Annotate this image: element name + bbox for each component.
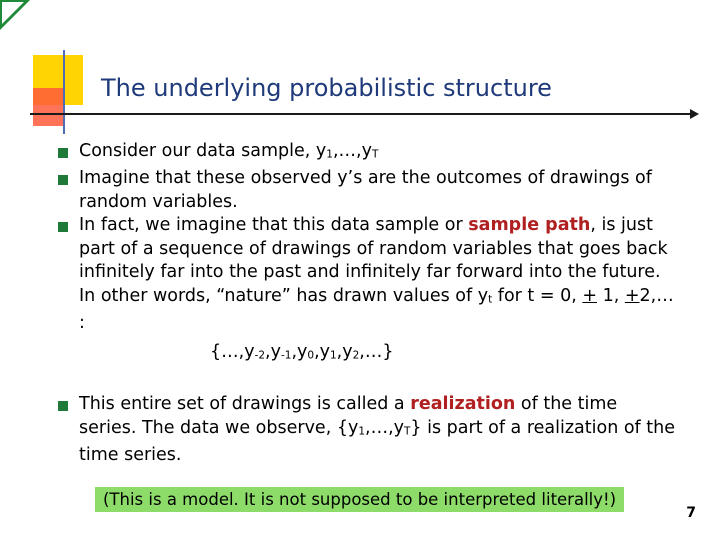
bullet-square-icon — [58, 222, 68, 232]
bullet-2-text: Imagine that these observed y’s are the outcomes of drawings of random variables. — [79, 168, 652, 212]
model-disclaimer-note: (This is a model. It is not supposed to be interpreted literally!) — [95, 487, 624, 512]
term-sample-path: sample path — [468, 215, 591, 236]
bullet-square-icon — [58, 401, 68, 411]
bullet-square-icon — [58, 175, 68, 185]
term-realization: realization — [410, 394, 516, 415]
decor-horizontal-rule — [30, 113, 694, 115]
decor-arrowhead — [690, 109, 699, 119]
bullet-4-text-before: This entire set of drawings is called a — [79, 394, 411, 415]
bullet-square-icon — [58, 148, 68, 158]
slide-body — [58, 140, 678, 467]
bullet-1: Consider our data sample, $y_1,\dots,y_T$ — [58, 140, 678, 167]
bullet-3-text-before: In fact, we imagine that this data sample or — [79, 215, 469, 236]
page-number: 7 — [686, 505, 696, 521]
bullet-4: This entire set of drawings is called a realization of the time series. The data we observe, $\{y_1,\dots,y_T\}$ is part of a realization of the time series. — [58, 393, 678, 467]
bullet-3: In fact, we imagine that this data sample or sample path, is just part of a sequence of drawings of random variables that goes back infinitely far into the past and infinitely far forward into the future. In other words, “nature” has drawn values of $y_t$ for t = 0, + 1, +2,… : $\{\dots,y_{-2},y_{-1},y_0,y_1,y_2,\dots\}$ — [58, 214, 678, 368]
corner-triangle-inner — [2, 2, 24, 24]
spacer — [58, 368, 678, 393]
bullet-2 — [58, 167, 678, 214]
decor-red-square — [33, 88, 63, 126]
bullet-4-text-after: of the time series. The data we observe, {y — [79, 394, 618, 438]
decor-vertical-line — [63, 50, 65, 134]
slide-title: The underlying probabilistic structure — [101, 74, 552, 102]
sequence-equation: $\{\dots,y_{-2},y_{-1},y_0,y_1,y_2,\dots\}$ — [210, 342, 394, 363]
bullet-3-text-after: , is just part of a sequence of drawings of random variables that goes back infinitely far into the past and infinitely far forward into the future. In other words, “nature” has drawn values of y — [79, 215, 668, 306]
bullet-1-text: Consider our data sample, y — [79, 141, 327, 161]
